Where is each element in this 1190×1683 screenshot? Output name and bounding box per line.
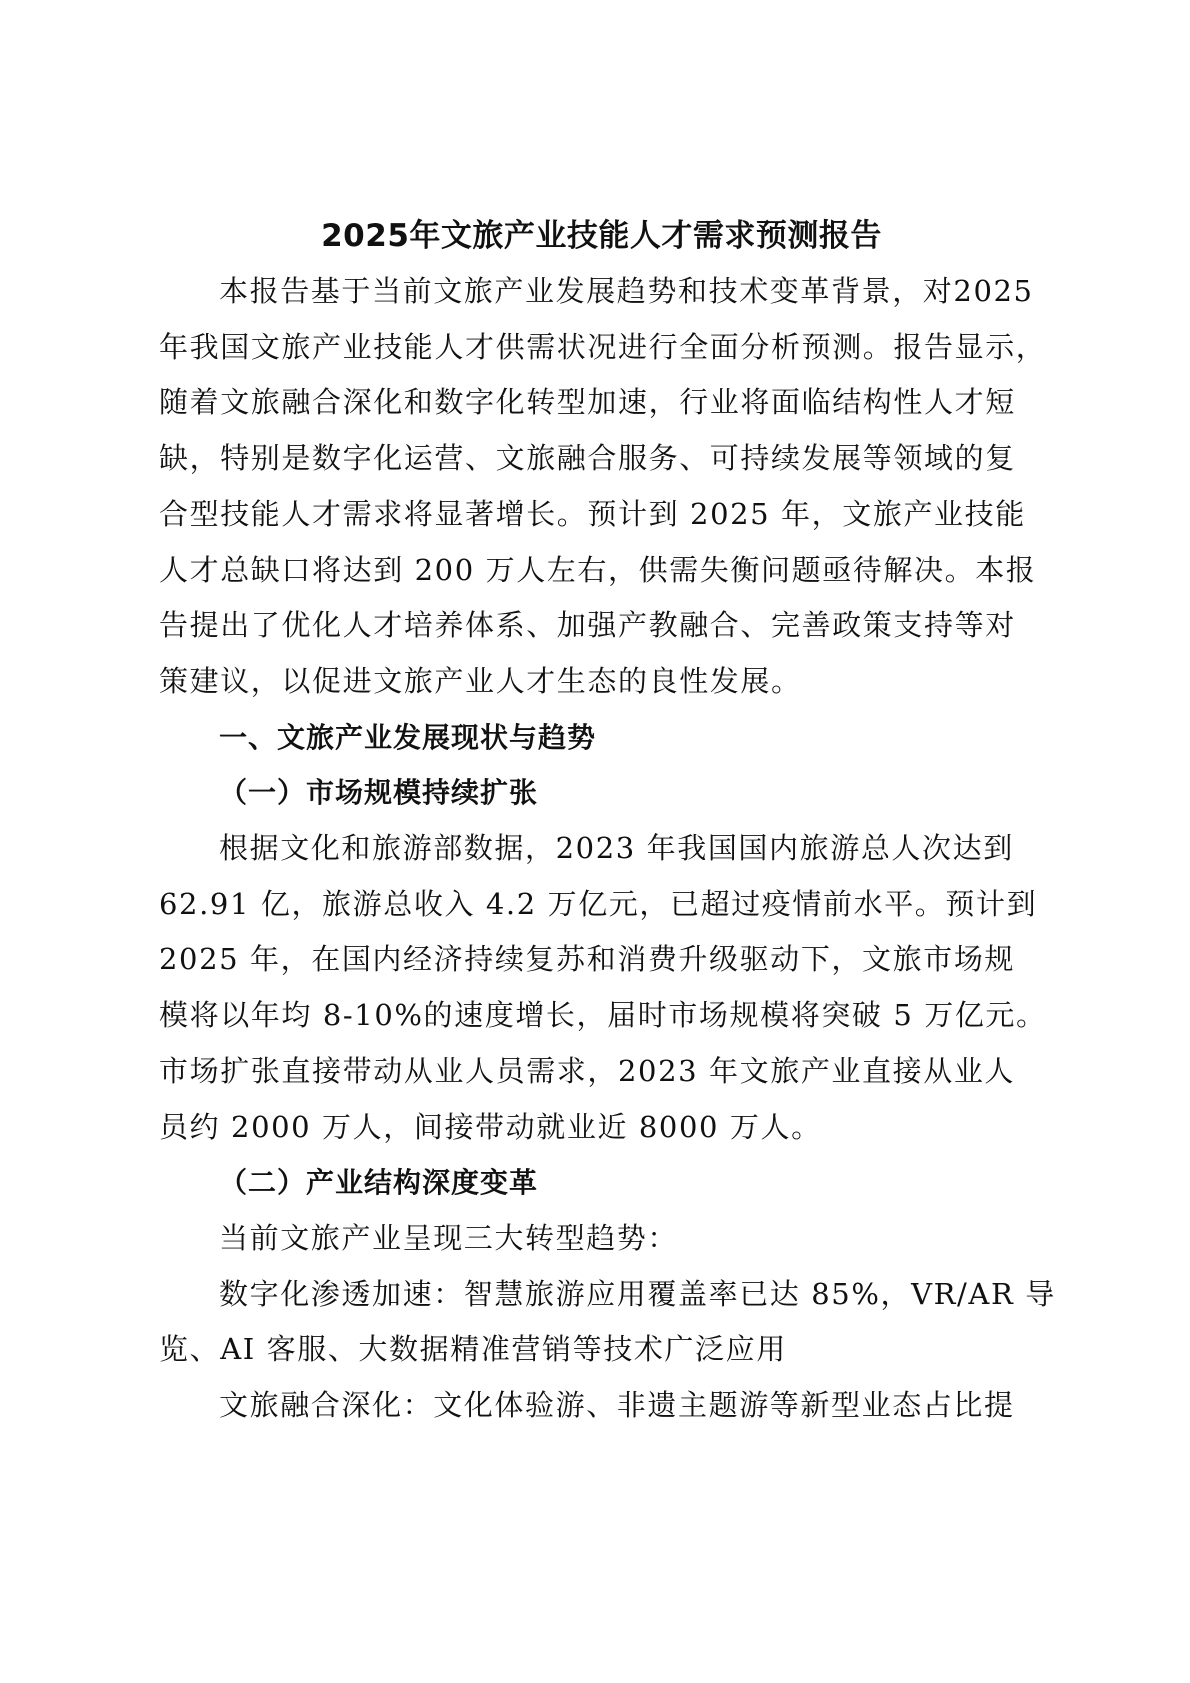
structure-intro-paragraph bbox=[159, 1211, 1044, 1267]
market-line: 员约 2000 万人，间接带动就业近 8000 万人。 bbox=[159, 1109, 822, 1144]
abstract-paragraph bbox=[159, 264, 1047, 710]
market-line: 62.91 亿，旅游总收入 4.2 万亿元，已超过疫情前水平。预计到 bbox=[159, 886, 1038, 921]
market-line: 市场扩张直接带动从业人员需求，2023 年文旅产业直接从业人 bbox=[159, 1053, 1016, 1088]
abstract-line: 告提出了优化人才培养体系、加强产教融合、完善政策支持等对 bbox=[159, 608, 1016, 643]
document-body bbox=[159, 208, 1056, 1434]
market-line: 模将以年均 8-10%的速度增长，届时市场规模将突破 5 万亿元。 bbox=[159, 998, 1047, 1033]
abstract-line: 年我国文旅产业技能人才供需状况进行全面分析预测。报告显示， bbox=[159, 329, 1047, 364]
abstract-line: 随着文旅融合深化和数字化转型加速，行业将面临结构性人才短 bbox=[159, 385, 1016, 420]
document-title: 2025年文旅产业技能人才需求预测报告 bbox=[321, 218, 882, 254]
subsection-heading-structure: （二）产业结构深度变革 bbox=[219, 1166, 539, 1200]
structure-intro-line: 当前文旅产业呈现三大转型趋势： bbox=[219, 1220, 679, 1255]
abstract-line: 合型技能人才需求将显著增长。预计到 2025 年，文旅产业技能 bbox=[159, 496, 1026, 531]
digital-trend-line: 数字化渗透加速：智慧旅游应用覆盖率已达 85%，VR/AR 导 bbox=[219, 1276, 1056, 1311]
abstract-line: 缺，特别是数字化运营、文旅融合服务、可持续发展等领域的复 bbox=[159, 441, 1016, 476]
section-heading: 一、文旅产业发展现状与趋势 bbox=[219, 720, 597, 754]
abstract-line: 人才总缺口将达到 200 万人左右，供需失衡问题亟待解决。本报 bbox=[159, 552, 1037, 587]
subsection-heading-market: （一）市场规模持续扩张 bbox=[219, 776, 539, 810]
fusion-trend-line: 文旅融合深化：文化体验游、非遗主题游等新型业态占比提 bbox=[219, 1388, 1015, 1423]
digital-trend-paragraph bbox=[159, 1267, 1056, 1378]
digital-trend-line: 览、AI 客服、大数据精准营销等技术广泛应用 bbox=[159, 1332, 787, 1367]
market-line: 根据文化和旅游部数据，2023 年我国国内旅游总人次达到 bbox=[219, 831, 1014, 866]
abstract-line: 策建议，以促进文旅产业人才生态的良性发展。 bbox=[159, 663, 802, 698]
fusion-trend-paragraph bbox=[159, 1378, 1044, 1434]
market-line: 2025 年，在国内经济持续复苏和消费升级驱动下，文旅市场规 bbox=[159, 942, 1016, 977]
abstract-line: 本报告基于当前文旅产业发展趋势和技术变革背景，对2025 bbox=[219, 274, 1034, 308]
market-paragraph bbox=[159, 821, 1047, 1155]
